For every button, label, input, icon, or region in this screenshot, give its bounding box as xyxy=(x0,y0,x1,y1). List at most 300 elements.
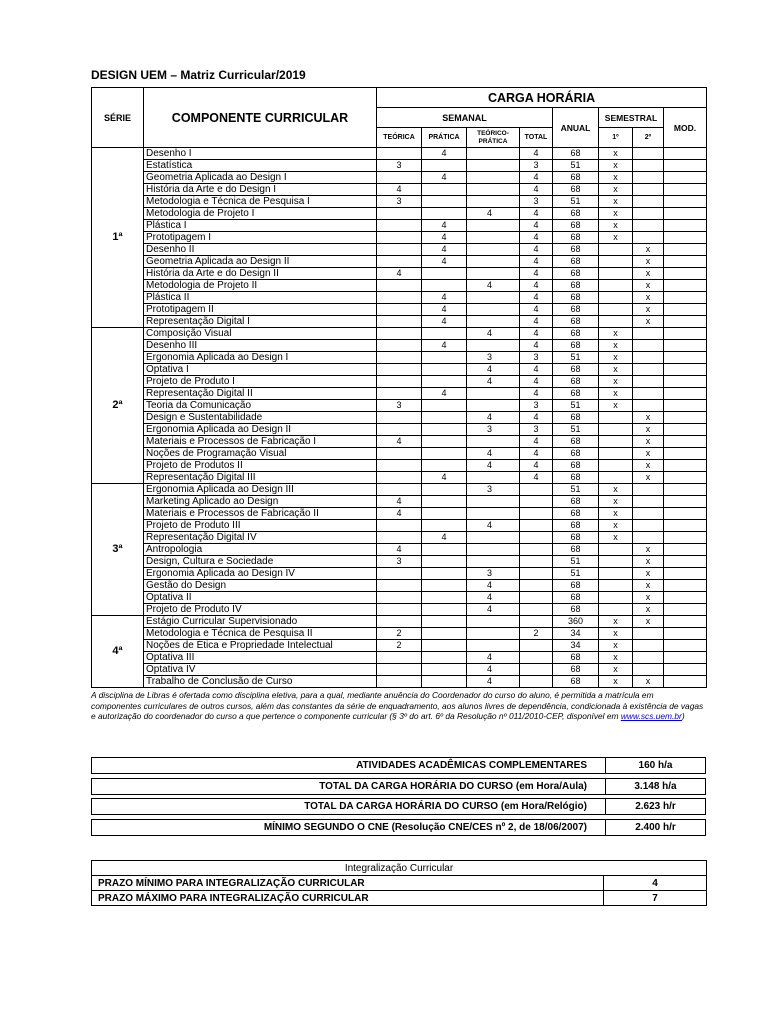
header-semestre-1: 1º xyxy=(599,128,633,148)
cell-teorico-pratica: 4 xyxy=(467,208,520,220)
cell-semestre-2: x xyxy=(633,448,664,460)
cell-total xyxy=(520,568,553,580)
cell-componente: Ergonomia Aplicada ao Design II xyxy=(144,424,377,436)
cell-componente: Teoria da Comunicação xyxy=(144,400,377,412)
serie-label: 1ª xyxy=(92,148,144,328)
cell-semestre-1 xyxy=(599,436,633,448)
cell-anual: 68 xyxy=(553,184,599,196)
cell-componente: Desenho I xyxy=(144,148,377,160)
cell-teorica xyxy=(377,616,422,628)
cell-total: 4 xyxy=(520,364,553,376)
header-componente: COMPONENTE CURRICULAR xyxy=(144,88,377,148)
cell-componente: Estágio Curricular Supervisionado xyxy=(144,616,377,628)
cell-teorico-pratica xyxy=(467,268,520,280)
cell-semestre-2: x xyxy=(633,472,664,484)
cell-componente: Design e Sustentabilidade xyxy=(144,412,377,424)
cell-pratica xyxy=(422,496,467,508)
cell-semestre-1: x xyxy=(599,520,633,532)
cell-total xyxy=(520,664,553,676)
cell-semestre-1 xyxy=(599,412,633,424)
cell-mod xyxy=(664,484,707,496)
integralizacao-row-minimo xyxy=(92,876,707,891)
cell-semestre-2 xyxy=(633,652,664,664)
cell-teorico-pratica xyxy=(467,220,520,232)
cell-semestre-2 xyxy=(633,352,664,364)
cell-anual: 68 xyxy=(553,652,599,664)
cell-semestre-1: x xyxy=(599,232,633,244)
cell-componente: Projeto de Produto I xyxy=(144,376,377,388)
cell-teorica xyxy=(377,676,422,688)
cell-anual: 68 xyxy=(553,592,599,604)
cell-pratica xyxy=(422,568,467,580)
cell-teorica: 2 xyxy=(377,640,422,652)
cell-total: 4 xyxy=(520,244,553,256)
curriculum-row xyxy=(92,676,707,688)
cell-semestre-2 xyxy=(633,328,664,340)
curriculum-row xyxy=(92,220,707,232)
cell-teorico-pratica: 3 xyxy=(467,484,520,496)
cell-teorico-pratica: 3 xyxy=(467,352,520,364)
cell-anual: 51 xyxy=(553,424,599,436)
cell-teorica xyxy=(377,532,422,544)
cell-semestre-2: x xyxy=(633,244,664,256)
document-title: DESIGN UEM – Matriz Curricular/2019 xyxy=(91,68,306,82)
cell-semestre-2: x xyxy=(633,676,664,688)
integralizacao-label: PRAZO MÍNIMO PARA INTEGRALIZAÇÃO CURRICULAR xyxy=(92,876,604,891)
cell-semestre-2 xyxy=(633,520,664,532)
cell-anual: 68 xyxy=(553,328,599,340)
cell-total: 4 xyxy=(520,448,553,460)
header-semanal: SEMANAL xyxy=(377,108,553,128)
curriculum-row xyxy=(92,376,707,388)
summary-label: ATIVIDADES ACADÊMICAS COMPLEMENTARES xyxy=(92,758,606,773)
cell-teorica: 4 xyxy=(377,184,422,196)
cell-teorico-pratica: 4 xyxy=(467,664,520,676)
cell-anual: 68 xyxy=(553,544,599,556)
cell-mod xyxy=(664,220,707,232)
curriculum-table xyxy=(91,87,707,688)
cell-anual: 68 xyxy=(553,340,599,352)
cell-teorica xyxy=(377,148,422,160)
cell-teorico-pratica xyxy=(467,256,520,268)
cell-componente: Projeto de Produto III xyxy=(144,520,377,532)
cell-teorica: 3 xyxy=(377,196,422,208)
cell-teorico-pratica: 4 xyxy=(467,604,520,616)
cell-componente: Materiais e Processos de Fabricação I xyxy=(144,436,377,448)
cell-total: 3 xyxy=(520,160,553,172)
curriculum-row xyxy=(92,304,707,316)
header-semestre-2: 2º xyxy=(633,128,664,148)
curriculum-row xyxy=(92,424,707,436)
cell-teorico-pratica: 3 xyxy=(467,568,520,580)
curriculum-row xyxy=(92,604,707,616)
cell-componente: Metodologia de Projeto I xyxy=(144,208,377,220)
cell-semestre-2: x xyxy=(633,412,664,424)
cell-total: 4 xyxy=(520,172,553,184)
cell-mod xyxy=(664,592,707,604)
cell-componente: Plástica I xyxy=(144,220,377,232)
cell-teorico-pratica: 4 xyxy=(467,376,520,388)
cell-semestre-1: x xyxy=(599,184,633,196)
cell-componente: Gestão do Design xyxy=(144,580,377,592)
cell-semestre-1 xyxy=(599,292,633,304)
cell-semestre-2 xyxy=(633,376,664,388)
cell-anual: 68 xyxy=(553,448,599,460)
curriculum-row xyxy=(92,556,707,568)
cell-componente: Noções de Programação Visual xyxy=(144,448,377,460)
cell-mod xyxy=(664,292,707,304)
cell-pratica xyxy=(422,280,467,292)
cell-mod xyxy=(664,496,707,508)
cell-componente: Antropologia xyxy=(144,544,377,556)
curriculum-row xyxy=(92,460,707,472)
cell-teorico-pratica xyxy=(467,472,520,484)
header-anual: ANUAL xyxy=(553,108,599,148)
cell-total: 3 xyxy=(520,400,553,412)
cell-semestre-2 xyxy=(633,496,664,508)
curriculum-row xyxy=(92,172,707,184)
cell-semestre-1 xyxy=(599,280,633,292)
footnote xyxy=(91,690,706,722)
curriculum-row xyxy=(92,544,707,556)
cell-total xyxy=(520,496,553,508)
cell-pratica xyxy=(422,352,467,364)
cell-semestre-1: x xyxy=(599,484,633,496)
cell-total: 3 xyxy=(520,196,553,208)
cell-pratica xyxy=(422,616,467,628)
cell-mod xyxy=(664,616,707,628)
cell-pratica: 4 xyxy=(422,532,467,544)
cell-teorica xyxy=(377,376,422,388)
cell-pratica xyxy=(422,664,467,676)
cell-teorica xyxy=(377,340,422,352)
cell-semestre-1: x xyxy=(599,328,633,340)
curriculum-row xyxy=(92,340,707,352)
cell-componente: Metodologia e Técnica de Pesquisa II xyxy=(144,628,377,640)
cell-mod xyxy=(664,604,707,616)
cell-pratica xyxy=(422,268,467,280)
cell-semestre-2 xyxy=(633,640,664,652)
cell-semestre-2: x xyxy=(633,436,664,448)
cell-pratica xyxy=(422,400,467,412)
cell-mod xyxy=(664,400,707,412)
cell-semestre-1: x xyxy=(599,652,633,664)
curriculum-row xyxy=(92,484,707,496)
curriculum-row xyxy=(92,268,707,280)
footnote-text: A disciplina de Libras é ofertada como disciplina eletiva, para a qual, mediante anuência do Coordenador do curso do aluno, é permitida a matrícula em componentes curriculares de outros cursos, além das constantes da série de enquadramento, aos alunos livres de dependência, condicionada à existência de vagas e autorização do coordenador do curso a que pertence o componente curricular (§ 3º do art. 6º da Resolução nº 011/2010-CEP, disponível em xyxy=(91,690,704,721)
cell-semestre-1: x xyxy=(599,640,633,652)
cell-total xyxy=(520,616,553,628)
cell-teorica xyxy=(377,652,422,664)
cell-mod xyxy=(664,196,707,208)
curriculum-row xyxy=(92,352,707,364)
cell-teorica xyxy=(377,604,422,616)
cell-componente: Prototipagem II xyxy=(144,304,377,316)
cell-pratica xyxy=(422,364,467,376)
cell-teorico-pratica xyxy=(467,436,520,448)
cell-semestre-2 xyxy=(633,160,664,172)
cell-teorico-pratica xyxy=(467,340,520,352)
cell-teorico-pratica xyxy=(467,160,520,172)
cell-teorica: 4 xyxy=(377,544,422,556)
cell-teorica xyxy=(377,460,422,472)
integralizacao-title: Integralização Curricular xyxy=(92,861,707,876)
summary-minimo-cne xyxy=(91,819,706,836)
cell-anual: 68 xyxy=(553,508,599,520)
header-total: TOTAL xyxy=(520,128,553,148)
cell-anual: 68 xyxy=(553,244,599,256)
cell-total xyxy=(520,580,553,592)
cell-componente: Optativa II xyxy=(144,592,377,604)
cell-teorico-pratica xyxy=(467,244,520,256)
cell-anual: 68 xyxy=(553,532,599,544)
cell-pratica xyxy=(422,556,467,568)
cell-anual: 68 xyxy=(553,364,599,376)
curriculum-row xyxy=(92,196,707,208)
cell-pratica: 4 xyxy=(422,472,467,484)
cell-teorico-pratica xyxy=(467,304,520,316)
cell-pratica xyxy=(422,604,467,616)
summary-total-hora-aula xyxy=(91,778,706,795)
cell-mod xyxy=(664,640,707,652)
cell-teorica xyxy=(377,172,422,184)
cell-anual: 68 xyxy=(553,520,599,532)
cell-mod xyxy=(664,232,707,244)
cell-teorico-pratica: 4 xyxy=(467,364,520,376)
curriculum-row xyxy=(92,388,707,400)
cell-total: 4 xyxy=(520,460,553,472)
cell-componente: Geometria Aplicada ao Design I xyxy=(144,172,377,184)
cell-mod xyxy=(664,328,707,340)
summary-value: 2.400 h/r xyxy=(635,822,676,833)
cell-anual: 68 xyxy=(553,208,599,220)
cell-anual: 68 xyxy=(553,496,599,508)
cell-anual: 51 xyxy=(553,196,599,208)
cell-teorica: 4 xyxy=(377,268,422,280)
cell-semestre-1: x xyxy=(599,196,633,208)
footnote-close: ) xyxy=(681,711,685,721)
cell-mod xyxy=(664,508,707,520)
cell-total: 4 xyxy=(520,472,553,484)
curriculum-row xyxy=(92,316,707,328)
cell-mod xyxy=(664,268,707,280)
header-semestral: SEMESTRAL xyxy=(599,108,664,128)
cell-mod xyxy=(664,568,707,580)
cell-semestre-1 xyxy=(599,424,633,436)
curriculum-row xyxy=(92,160,707,172)
cell-componente: Ergonomia Aplicada ao Design III xyxy=(144,484,377,496)
cell-teorico-pratica xyxy=(467,556,520,568)
curriculum-row xyxy=(92,616,707,628)
summary-label: TOTAL DA CARGA HORÁRIA DO CURSO (em Hora/Relógio) xyxy=(92,799,606,814)
cell-teorico-pratica xyxy=(467,184,520,196)
curriculum-row xyxy=(92,472,707,484)
cell-anual: 68 xyxy=(553,664,599,676)
cell-pratica: 4 xyxy=(422,340,467,352)
cell-mod xyxy=(664,340,707,352)
cell-pratica xyxy=(422,676,467,688)
cell-total xyxy=(520,652,553,664)
cell-total: 3 xyxy=(520,352,553,364)
cell-mod xyxy=(664,532,707,544)
cell-teorico-pratica xyxy=(467,628,520,640)
header-pratica: PRÁTICA xyxy=(422,128,467,148)
cell-pratica xyxy=(422,448,467,460)
cell-mod xyxy=(664,472,707,484)
cell-semestre-1 xyxy=(599,544,633,556)
cell-anual: 68 xyxy=(553,472,599,484)
cell-teorico-pratica: 4 xyxy=(467,520,520,532)
cell-total xyxy=(520,556,553,568)
cell-teorico-pratica xyxy=(467,316,520,328)
cell-pratica: 4 xyxy=(422,304,467,316)
cell-total: 4 xyxy=(520,412,553,424)
cell-componente: Composição Visual xyxy=(144,328,377,340)
cell-mod xyxy=(664,676,707,688)
cell-mod xyxy=(664,184,707,196)
footnote-link[interactable]: www.scs.uem.br xyxy=(620,711,682,721)
cell-anual: 68 xyxy=(553,268,599,280)
cell-semestre-1: x xyxy=(599,220,633,232)
cell-pratica: 4 xyxy=(422,244,467,256)
cell-teorica xyxy=(377,448,422,460)
cell-anual: 68 xyxy=(553,304,599,316)
cell-semestre-2: x xyxy=(633,556,664,568)
cell-mod xyxy=(664,148,707,160)
cell-semestre-2 xyxy=(633,364,664,376)
cell-teorico-pratica: 4 xyxy=(467,448,520,460)
header-carga-horaria: CARGA HORÁRIA xyxy=(377,88,707,108)
summary-label: TOTAL DA CARGA HORÁRIA DO CURSO (em Hora/Aula) xyxy=(92,779,606,794)
summary-value: 3.148 h/a xyxy=(634,781,677,792)
cell-mod xyxy=(664,352,707,364)
cell-mod xyxy=(664,544,707,556)
cell-anual: 68 xyxy=(553,220,599,232)
summary-value: 160 h/a xyxy=(638,760,673,771)
header-teorico-pratica: TEÓRICO-PRÁTICA xyxy=(467,128,520,148)
cell-anual: 68 xyxy=(553,676,599,688)
cell-semestre-1 xyxy=(599,448,633,460)
cell-teorica xyxy=(377,328,422,340)
cell-mod xyxy=(664,364,707,376)
cell-semestre-1: x xyxy=(599,496,633,508)
cell-semestre-1: x xyxy=(599,676,633,688)
cell-teorica xyxy=(377,364,422,376)
cell-mod xyxy=(664,664,707,676)
cell-anual: 68 xyxy=(553,292,599,304)
cell-componente: Metodologia e Técnica de Pesquisa I xyxy=(144,196,377,208)
cell-semestre-1 xyxy=(599,304,633,316)
cell-pratica: 4 xyxy=(422,256,467,268)
header-teorica: TEÓRICA xyxy=(377,128,422,148)
cell-pratica: 4 xyxy=(422,232,467,244)
cell-total xyxy=(520,676,553,688)
cell-teorico-pratica xyxy=(467,508,520,520)
cell-pratica xyxy=(422,208,467,220)
cell-mod xyxy=(664,376,707,388)
cell-total: 4 xyxy=(520,256,553,268)
curriculum-row xyxy=(92,256,707,268)
summary-label: MÍNIMO SEGUNDO O CNE (Resolução CNE/CES nº 2, de 18/06/2007) xyxy=(92,820,606,835)
cell-componente: Prototipagem I xyxy=(144,232,377,244)
cell-mod xyxy=(664,520,707,532)
cell-componente: Representação Digital I xyxy=(144,316,377,328)
cell-semestre-2: x xyxy=(633,256,664,268)
cell-semestre-2: x xyxy=(633,304,664,316)
cell-mod xyxy=(664,172,707,184)
cell-teorico-pratica xyxy=(467,148,520,160)
cell-anual: 68 xyxy=(553,388,599,400)
cell-semestre-2: x xyxy=(633,544,664,556)
cell-semestre-1 xyxy=(599,568,633,580)
cell-componente: Plástica II xyxy=(144,292,377,304)
curriculum-row xyxy=(92,148,707,160)
header-serie: SÉRIE xyxy=(92,88,144,148)
curriculum-row xyxy=(92,412,707,424)
curriculum-row xyxy=(92,280,707,292)
cell-mod xyxy=(664,460,707,472)
cell-teorica xyxy=(377,520,422,532)
cell-semestre-2 xyxy=(633,148,664,160)
cell-semestre-2 xyxy=(633,532,664,544)
cell-pratica: 4 xyxy=(422,292,467,304)
cell-teorico-pratica xyxy=(467,292,520,304)
cell-anual: 68 xyxy=(553,232,599,244)
cell-teorica: 4 xyxy=(377,508,422,520)
cell-teorico-pratica: 4 xyxy=(467,652,520,664)
cell-mod xyxy=(664,448,707,460)
cell-pratica xyxy=(422,592,467,604)
cell-anual: 68 xyxy=(553,280,599,292)
integralizacao-label: PRAZO MÁXIMO PARA INTEGRALIZAÇÃO CURRICULAR xyxy=(92,891,604,906)
header-mod: MOD. xyxy=(664,108,707,148)
cell-semestre-1 xyxy=(599,460,633,472)
cell-anual: 68 xyxy=(553,148,599,160)
cell-total xyxy=(520,532,553,544)
cell-anual: 68 xyxy=(553,172,599,184)
cell-teorico-pratica xyxy=(467,532,520,544)
cell-semestre-1 xyxy=(599,316,633,328)
cell-semestre-1 xyxy=(599,268,633,280)
serie-label: 4ª xyxy=(92,616,144,688)
cell-total xyxy=(520,592,553,604)
cell-mod xyxy=(664,304,707,316)
cell-teorico-pratica xyxy=(467,640,520,652)
serie-label: 3ª xyxy=(92,484,144,616)
cell-anual: 34 xyxy=(553,640,599,652)
cell-anual: 34 xyxy=(553,628,599,640)
cell-mod xyxy=(664,208,707,220)
cell-componente: Representação Digital IV xyxy=(144,532,377,544)
cell-pratica xyxy=(422,412,467,424)
cell-semestre-2: x xyxy=(633,424,664,436)
cell-pratica xyxy=(422,580,467,592)
cell-teorico-pratica xyxy=(467,172,520,184)
cell-teorico-pratica xyxy=(467,232,520,244)
cell-teorico-pratica xyxy=(467,400,520,412)
cell-teorica xyxy=(377,472,422,484)
cell-teorica xyxy=(377,280,422,292)
cell-pratica: 4 xyxy=(422,388,467,400)
cell-pratica xyxy=(422,544,467,556)
cell-pratica xyxy=(422,460,467,472)
cell-teorico-pratica xyxy=(467,544,520,556)
cell-componente: Metodologia de Projeto II xyxy=(144,280,377,292)
cell-anual: 51 xyxy=(553,352,599,364)
cell-total: 4 xyxy=(520,232,553,244)
cell-teorico-pratica: 4 xyxy=(467,580,520,592)
integralizacao-value: 4 xyxy=(604,876,707,891)
